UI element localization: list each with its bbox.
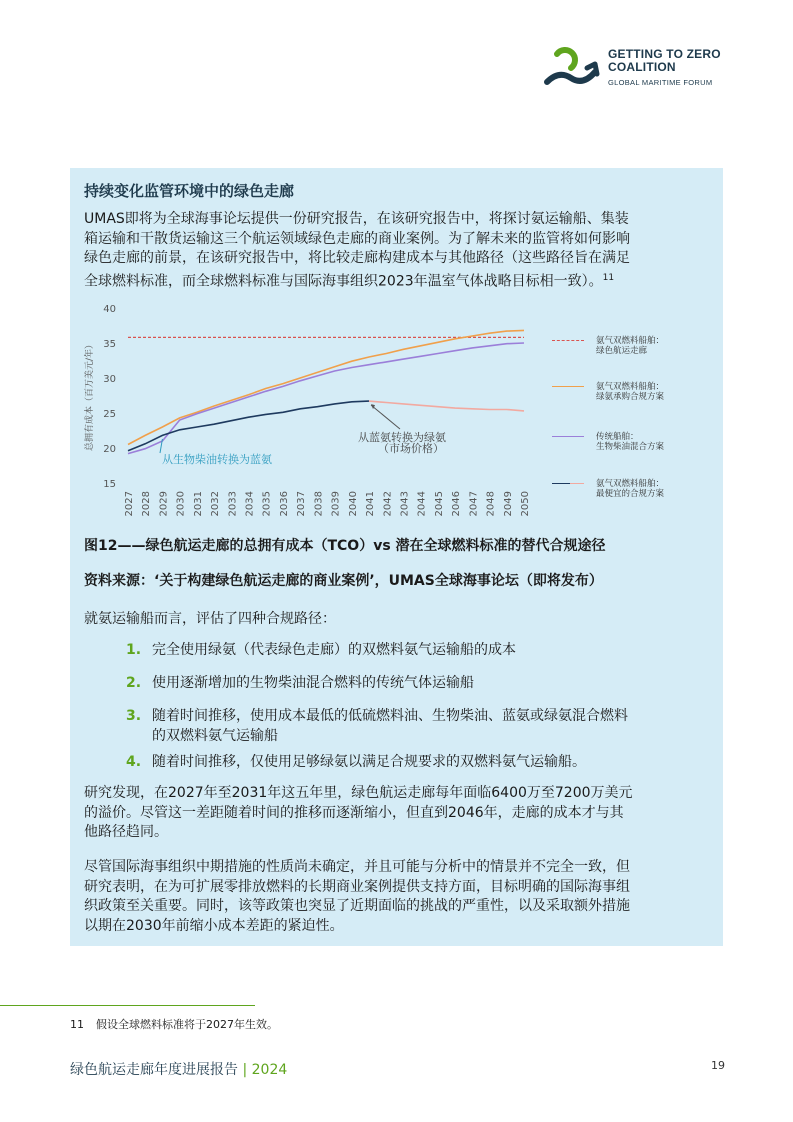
annotation-biodiesel: 从生物柴油转换为蓝氨	[162, 453, 272, 466]
intro-line: 绿色走廊的前景，在该研究报告中，将比较走廊构建成本与其他路径（这些路径旨在满足	[84, 250, 630, 266]
paragraph-line: 尽管国际海事组织中期措施的性质尚未确定，并且可能与分析中的情景并不完全一致，但	[84, 859, 630, 875]
list-number: 1.	[126, 642, 142, 658]
list-text: 的双燃料氨气运输船	[152, 727, 278, 744]
intro-line: UMAS即将为全球海事论坛提供一份研究报告，在该研究报告中，将探讨氨运输船、集装	[84, 211, 629, 227]
annotation-blue-to-green: 从蓝氨转换为绿氨	[358, 431, 446, 444]
intro-line-text: 全球燃料标准，而全球燃料标准与国际海事组织2023年温室气体战略目标相一致）。	[84, 273, 603, 290]
coalition-logo	[543, 44, 733, 90]
page-number: 19	[711, 1059, 725, 1072]
paragraph-line: 的溢价。尽管这一差距随着时间的推移而逐渐缩小，但直到2046年，走廊的成本才与其	[84, 804, 624, 821]
x-tick-label: 2044	[416, 491, 428, 517]
x-tick-label: 2040	[347, 491, 359, 517]
series-line	[128, 330, 524, 444]
logo-mark-icon	[543, 44, 603, 90]
x-tick-label: 2039	[330, 491, 342, 517]
x-tick-label: 2036	[278, 491, 290, 517]
intro-line	[84, 269, 714, 292]
x-tick-label: 2048	[485, 491, 497, 517]
x-tick-label: 2046	[451, 491, 463, 517]
x-tick-label: 2033	[227, 491, 239, 517]
series-line	[369, 401, 524, 411]
footnote	[70, 1016, 278, 1032]
x-tick-label: 2043	[399, 491, 411, 517]
legend-label: 绿氨承购合规方案	[596, 392, 665, 402]
list-number: 2.	[126, 675, 142, 691]
list-text: 随着时间推移，仅使用足够绿氨以满足合规要求的双燃料氨气运输船。	[152, 754, 586, 770]
legend-swatch-market	[570, 483, 584, 484]
x-tick-label: 2037	[296, 491, 308, 517]
y-tick-label: 15	[103, 479, 116, 490]
y-axis-label: 总拥有成本（百万美元/年）	[85, 339, 95, 452]
list-text: 随着时间推移，使用成本最低的低硫燃料油、生物柴油、蓝氨或绿氨混合燃料	[152, 708, 628, 724]
x-tick-label: 2031	[192, 491, 204, 517]
footer-separator: |	[242, 1062, 248, 1078]
list-text: 使用逐渐增加的生物柴油混合燃料的传统气体运输船	[152, 675, 474, 691]
legend-label: 氨气双燃料船舶：	[596, 382, 665, 392]
figure-source: 资料来源：‘关于构建绿色航运走廊的商业案例’，UMAS全球海事论坛（即将发布）	[84, 573, 603, 589]
findings-paragraph	[84, 784, 714, 843]
footer-report-title	[70, 1059, 287, 1079]
figure-caption: 图12——绿色航运走廊的总拥有成本（TCO）vs 潜在全球燃料标准的替代合规途径	[84, 538, 606, 554]
list-number: 3.	[126, 708, 142, 724]
brand-line-1: GETTING TO ZERO	[608, 47, 721, 61]
legend-swatch	[552, 386, 584, 387]
y-tick-label: 20	[103, 444, 116, 455]
paragraph-line: 研究发现，在2027年至2031年这五年里，绿色航运走廊每年面临6400万至7200万美元	[84, 785, 633, 801]
legend-label: 最便宜的合规方案	[596, 489, 665, 499]
legend-label: 氨气双燃料船舶：	[596, 336, 665, 346]
footnote-divider	[0, 1005, 255, 1006]
closing-paragraph	[84, 858, 714, 936]
x-tick-label: 2049	[502, 491, 514, 517]
footer-year: 2024	[251, 1062, 288, 1078]
pathways-lead: 就氨运输船而言，评估了四种合规路径：	[84, 611, 336, 627]
footnote-number: 11	[70, 1018, 84, 1031]
y-tick-label: 30	[103, 374, 116, 385]
legend-label: 氨气双燃料船舶：	[596, 479, 665, 489]
legend-label: 绿色航运走廊	[596, 346, 648, 356]
list-text: 完全使用绿氨（代表绿色走廊）的双燃料氨气运输船的成本	[152, 642, 516, 658]
box-title: 持续变化监管环境中的绿色走廊	[84, 182, 295, 200]
x-tick-label: 2050	[520, 491, 531, 517]
series-line	[128, 343, 524, 454]
footer-title-text: 绿色航运走廊年度进展报告	[70, 1062, 238, 1078]
paragraph-line: 以期在2030年前缩小成本差距的紧迫性。	[84, 917, 344, 934]
footnote-ref[interactable]: 11	[602, 272, 615, 283]
x-tick-label: 2029	[158, 491, 170, 517]
y-tick-label: 35	[103, 339, 116, 350]
x-tick-label: 2028	[141, 491, 153, 517]
footnote-text: 假设全球燃料标准将于2027年生效。	[96, 1018, 278, 1031]
paragraph-line: 研究表明，在为可扩展零排放燃料的长期商业案例提供支持方面，目标明确的国际海事组	[84, 878, 630, 895]
x-tick-label: 2035	[261, 491, 273, 517]
x-tick-label: 2030	[175, 491, 187, 517]
x-tick-label: 2047	[468, 491, 480, 517]
intro-line: 箱运输和干散货运输这三个航运领域绿色走廊的商业案例。为了解未来的监管将如何影响	[84, 230, 630, 247]
x-tick-label: 2042	[382, 491, 394, 517]
x-tick-label: 2038	[313, 491, 325, 517]
x-tick-label: 2032	[210, 491, 222, 517]
x-tick-label: 2034	[244, 491, 256, 517]
annotation-market-price: （市场价格）	[378, 442, 444, 455]
list-number: 4.	[126, 754, 142, 770]
legend-label: 传统船舶：	[596, 432, 639, 442]
x-tick-label: 2041	[365, 491, 377, 517]
legend-label: 生物柴油混合方案	[596, 442, 665, 452]
legend-swatch	[552, 340, 584, 341]
y-tick-label: 25	[103, 409, 116, 420]
box-intro	[84, 210, 714, 292]
brand-line-2: COALITION	[608, 60, 676, 74]
green-corridor-box	[70, 168, 723, 946]
paragraph-line: 他路径趋同。	[84, 824, 168, 840]
x-tick-label: 2045	[433, 491, 445, 517]
legend-swatch	[552, 436, 584, 437]
x-tick-label: 2027	[124, 491, 135, 517]
brand-line-3: GLOBAL MARITIME FORUM	[608, 78, 713, 87]
y-tick-label: 40	[103, 304, 116, 315]
annotation-pointer	[371, 405, 400, 429]
paragraph-line: 织政策至关重要。同时，该等政策也突显了近期面临的挑战的严重性，以及采取额外措施	[84, 898, 630, 914]
